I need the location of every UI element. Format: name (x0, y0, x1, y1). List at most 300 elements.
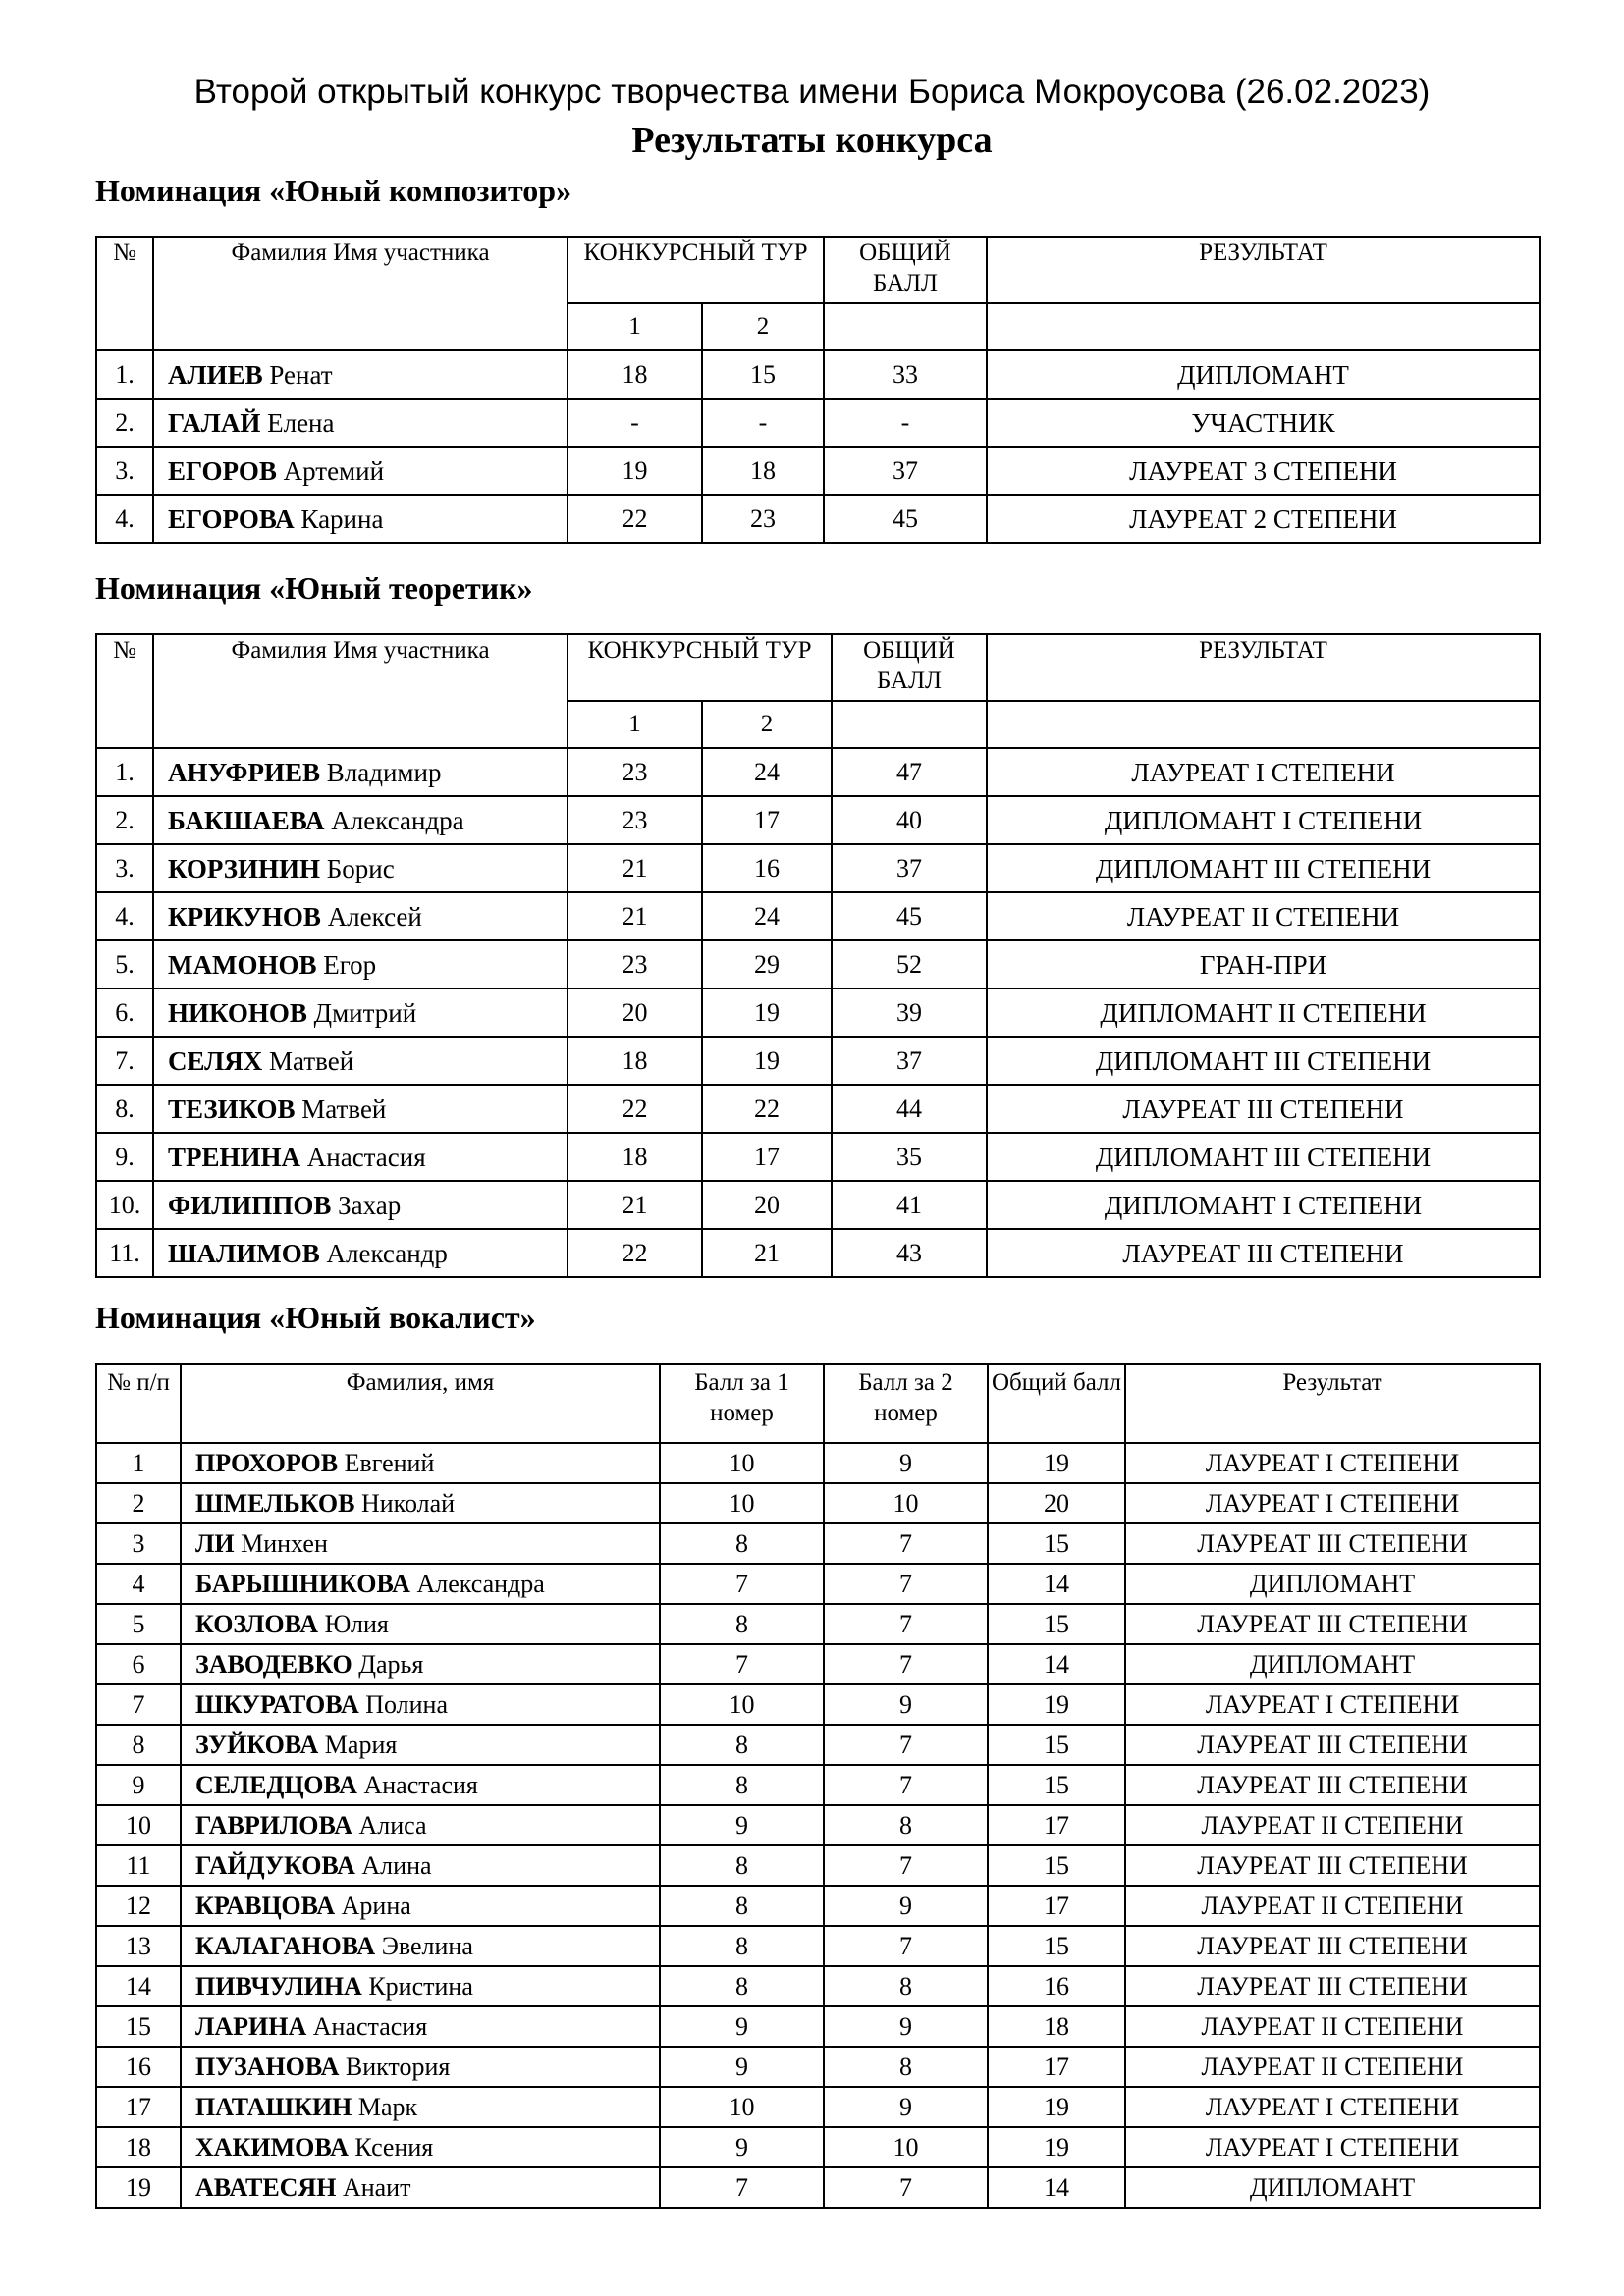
participant-first-name: Полина (365, 1689, 448, 1719)
participant-surname: ГАВРИЛОВА (195, 1810, 353, 1840)
result: ДИПЛОМАНТ III СТЕПЕНИ (987, 1133, 1540, 1181)
participant-name (181, 2087, 660, 2127)
table-row (96, 1483, 1540, 1523)
participant-name (181, 1725, 660, 1765)
score-2: 7 (824, 1926, 988, 1966)
score-1: 10 (660, 1443, 824, 1483)
table-row (96, 2127, 1540, 2167)
score-2: 21 (702, 1229, 832, 1277)
participant-first-name: Анастасия (363, 1770, 478, 1799)
header-total-empty (832, 701, 987, 748)
total-score: 16 (988, 1966, 1125, 2006)
row-number: 5. (96, 940, 153, 988)
row-number: 13 (96, 1926, 181, 1966)
participant-surname: ТРЕНИНА (168, 1142, 301, 1172)
participant-name (153, 892, 568, 940)
table-row (96, 2006, 1540, 2047)
row-number: 8. (96, 1085, 153, 1133)
participant-surname: АНУФРИЕВ (168, 757, 321, 787)
table-row (96, 1037, 1540, 1085)
participant-name (181, 2047, 660, 2087)
score-2: 7 (824, 1604, 988, 1644)
participant-surname: СЕЛЯХ (168, 1045, 263, 1076)
participant-surname: КОРЗИНИН (168, 853, 320, 883)
table-row (96, 2167, 1540, 2208)
participant-surname: СЕЛЕДЦОВА (195, 1770, 357, 1799)
score-1: 7 (660, 1564, 824, 1604)
result: ЛАУРЕАТ II СТЕПЕНИ (1125, 1886, 1540, 1926)
participant-surname: ФИЛИППОВ (168, 1190, 332, 1220)
row-number: 17 (96, 2087, 181, 2127)
participant-name (181, 1845, 660, 1886)
participant-name (153, 1037, 568, 1085)
total-score: 35 (832, 1133, 987, 1181)
row-number: 2. (96, 796, 153, 844)
participant-name (153, 940, 568, 988)
result: ЛАУРЕАТ III СТЕПЕНИ (987, 1085, 1540, 1133)
total-score: 18 (988, 2006, 1125, 2047)
participant-first-name: Захар (338, 1190, 402, 1220)
total-score: 14 (988, 2167, 1125, 2208)
composer-rows (96, 350, 1540, 543)
total-score: 19 (988, 2127, 1125, 2167)
row-number: 4 (96, 1564, 181, 1604)
row-number: 11 (96, 1845, 181, 1886)
participant-first-name: Егор (323, 949, 377, 980)
score-2: 9 (824, 1443, 988, 1483)
row-number: 7. (96, 1037, 153, 1085)
result: ЛАУРЕАТ I СТЕПЕНИ (1125, 1483, 1540, 1523)
table-row (96, 2087, 1540, 2127)
result: ГРАН-ПРИ (987, 940, 1540, 988)
score-2: 7 (824, 2167, 988, 2208)
participant-first-name: Дарья (358, 1649, 424, 1679)
participant-surname: ПУЗАНОВА (195, 2052, 340, 2081)
participant-first-name: Елена (267, 407, 335, 438)
total-score: 45 (824, 495, 987, 543)
participant-first-name: Артемий (283, 455, 385, 486)
total-score: 17 (988, 1805, 1125, 1845)
score-1: 18 (568, 1133, 702, 1181)
participant-surname: ГАЛАЙ (168, 407, 261, 438)
participant-first-name: Евгений (344, 1448, 435, 1477)
result: ЛАУРЕАТ III СТЕПЕНИ (1125, 1604, 1540, 1644)
participant-surname: ЕГОРОВ (168, 455, 277, 486)
table-row (96, 495, 1540, 543)
result: ЛАУРЕАТ III СТЕПЕНИ (1125, 1523, 1540, 1564)
participant-first-name: Матвей (269, 1045, 354, 1076)
table-row (96, 1085, 1540, 1133)
row-number: 11. (96, 1229, 153, 1277)
total-score: 52 (832, 940, 987, 988)
score-1: 8 (660, 1604, 824, 1644)
vocalist-heading: Номинация «Юный вокалист» (95, 1300, 536, 1335)
participant-name (181, 1765, 660, 1805)
participant-first-name: Кристина (368, 1971, 473, 2001)
row-number: 10. (96, 1181, 153, 1229)
score-2: 9 (824, 2087, 988, 2127)
total-score: 14 (988, 1564, 1125, 1604)
table-row (96, 350, 1540, 399)
vocalist-results-table (95, 1363, 1541, 2209)
score-1: 21 (568, 892, 702, 940)
table-row (96, 1886, 1540, 1926)
score-1: 21 (568, 1181, 702, 1229)
row-number: 4. (96, 495, 153, 543)
table-row (96, 1523, 1540, 1564)
table-row (96, 1926, 1540, 1966)
row-number: 3. (96, 844, 153, 892)
participant-name (153, 1085, 568, 1133)
table-row (96, 1443, 1540, 1483)
header-tour-1: 1 (568, 701, 702, 748)
header-result: Результат (1125, 1364, 1540, 1443)
participant-name (181, 1483, 660, 1523)
document-title: Второй открытый конкурс творчества имени Бориса Мокроусова (26.02.2023) (193, 73, 1431, 111)
score-1: 10 (660, 2087, 824, 2127)
score-2: 16 (702, 844, 832, 892)
score-1: 8 (660, 1845, 824, 1886)
score-1: 8 (660, 1966, 824, 2006)
total-score: 19 (988, 1684, 1125, 1725)
participant-first-name: Марк (357, 2092, 418, 2121)
result: ЛАУРЕАТ III СТЕПЕНИ (1125, 1845, 1540, 1886)
result: ЛАУРЕАТ III СТЕПЕНИ (1125, 1725, 1540, 1765)
table-row (96, 2047, 1540, 2087)
result: ЛАУРЕАТ 3 СТЕПЕНИ (987, 447, 1540, 495)
header-num: № п/п (96, 1364, 181, 1443)
table-row (96, 1684, 1540, 1725)
score-1: 8 (660, 1725, 824, 1765)
result: ЛАУРЕАТ I СТЕПЕНИ (1125, 2087, 1540, 2127)
score-1: 10 (660, 1684, 824, 1725)
table-row (96, 1966, 1540, 2006)
score-2: 20 (702, 1181, 832, 1229)
header-tour-2: 2 (702, 303, 824, 350)
participant-surname: ЗУЙКОВА (195, 1730, 319, 1759)
composer-heading: Номинация «Юный композитор» (95, 173, 572, 208)
row-number: 1 (96, 1443, 181, 1483)
score-2: 10 (824, 2127, 988, 2167)
score-1: - (568, 399, 702, 447)
result: ДИПЛОМАНТ (1125, 1564, 1540, 1604)
participant-surname: ЕГОРОВА (168, 504, 295, 534)
result: ЛАУРЕАТ II СТЕПЕНИ (1125, 1805, 1540, 1845)
participant-surname: ПАТАШКИН (195, 2092, 352, 2121)
row-number: 9. (96, 1133, 153, 1181)
score-2: 22 (702, 1085, 832, 1133)
header-result: РЕЗУЛЬТАТ (987, 634, 1540, 701)
composer-results-table (95, 236, 1541, 544)
participant-first-name: Мария (324, 1730, 398, 1759)
table-row (96, 892, 1540, 940)
theorist-heading: Номинация «Юный теоретик» (95, 570, 533, 606)
row-number: 19 (96, 2167, 181, 2208)
total-score: 44 (832, 1085, 987, 1133)
header-tour: КОНКУРСНЫЙ ТУР (568, 634, 832, 701)
participant-first-name: Александра (331, 805, 464, 835)
participant-name (153, 350, 568, 399)
participant-first-name: Александр (326, 1238, 448, 1268)
participant-first-name: Эвелина (381, 1931, 473, 1960)
result: ЛАУРЕАТ III СТЕПЕНИ (987, 1229, 1540, 1277)
score-1: 21 (568, 844, 702, 892)
result: ЛАУРЕАТ II СТЕПЕНИ (987, 892, 1540, 940)
total-score: 15 (988, 1765, 1125, 1805)
table-row (96, 1181, 1540, 1229)
participant-first-name: Анаит (342, 2172, 411, 2202)
total-score: 15 (988, 1845, 1125, 1886)
participant-first-name: Александра (416, 1569, 545, 1598)
total-score: 17 (988, 2047, 1125, 2087)
total-score: 15 (988, 1926, 1125, 1966)
header-name: Фамилия Имя участника (153, 237, 568, 350)
participant-first-name: Алиса (358, 1810, 427, 1840)
participant-surname: КРАВЦОВА (195, 1891, 336, 1920)
table-row (96, 1765, 1540, 1805)
participant-surname: ШАЛИМОВ (168, 1238, 320, 1268)
result: ЛАУРЕАТ II СТЕПЕНИ (1125, 2047, 1540, 2087)
vocalist-rows (96, 1443, 1540, 2208)
score-1: 7 (660, 1644, 824, 1684)
participant-first-name: Ренат (269, 359, 333, 390)
total-score: 19 (988, 1443, 1125, 1483)
score-1: 23 (568, 940, 702, 988)
total-score: 39 (832, 988, 987, 1037)
score-2: 24 (702, 748, 832, 796)
score-2: 7 (824, 1644, 988, 1684)
participant-name (181, 1926, 660, 1966)
participant-name (181, 1644, 660, 1684)
participant-first-name: Юлия (324, 1609, 389, 1638)
row-number: 14 (96, 1966, 181, 2006)
result: ЛАУРЕАТ III СТЕПЕНИ (1125, 1765, 1540, 1805)
score-2: - (702, 399, 824, 447)
score-2: 8 (824, 1805, 988, 1845)
score-2: 24 (702, 892, 832, 940)
score-1: 22 (568, 1229, 702, 1277)
table-row (96, 940, 1540, 988)
header-result: РЕЗУЛЬТАТ (987, 237, 1540, 303)
score-2: 7 (824, 1845, 988, 1886)
header-result-empty (987, 303, 1540, 350)
participant-name (181, 1523, 660, 1564)
participant-surname: КРИКУНОВ (168, 901, 321, 932)
result: ЛАУРЕАТ 2 СТЕПЕНИ (987, 495, 1540, 543)
score-1: 9 (660, 2047, 824, 2087)
result: ДИПЛОМАНТ III СТЕПЕНИ (987, 1037, 1540, 1085)
row-number: 4. (96, 892, 153, 940)
table-row (96, 1229, 1540, 1277)
participant-surname: ХАКИМОВА (195, 2132, 349, 2162)
result: ДИПЛОМАНТ II СТЕПЕНИ (987, 988, 1540, 1037)
result: ДИПЛОМАНТ (1125, 1644, 1540, 1684)
score-2: 9 (824, 1684, 988, 1725)
participant-surname: ЗАВОДЕВКО (195, 1649, 352, 1679)
row-number: 5 (96, 1604, 181, 1644)
total-score: 17 (988, 1886, 1125, 1926)
table-row (96, 1133, 1540, 1181)
participant-first-name: Анастасия (306, 1142, 426, 1172)
header-result-empty (987, 701, 1540, 748)
header-name: Фамилия Имя участника (153, 634, 568, 748)
score-2: 7 (824, 1523, 988, 1564)
header-total-empty (824, 303, 987, 350)
row-number: 12 (96, 1886, 181, 1926)
table-row (96, 1845, 1540, 1886)
score-2: 10 (824, 1483, 988, 1523)
score-2: 19 (702, 1037, 832, 1085)
header-num: № (96, 237, 153, 350)
participant-name (153, 748, 568, 796)
header-tour: КОНКУРСНЫЙ ТУР (568, 237, 824, 303)
row-number: 8 (96, 1725, 181, 1765)
participant-name (153, 399, 568, 447)
row-number: 2. (96, 399, 153, 447)
participant-surname: ЛИ (195, 1528, 235, 1558)
participant-first-name: Алексей (327, 901, 422, 932)
score-1: 23 (568, 796, 702, 844)
theorist-results-table (95, 633, 1541, 1278)
total-score: 15 (988, 1725, 1125, 1765)
score-1: 23 (568, 748, 702, 796)
participant-first-name: Минхен (241, 1528, 328, 1558)
participant-name (153, 1181, 568, 1229)
score-2: 8 (824, 1966, 988, 2006)
total-score: 41 (832, 1181, 987, 1229)
total-score: 37 (832, 1037, 987, 1085)
header-name: Фамилия, имя (181, 1364, 660, 1443)
participant-name (181, 1684, 660, 1725)
header-total: Общий балл (988, 1364, 1125, 1443)
participant-name (181, 1966, 660, 2006)
result: ДИПЛОМАНТ (1125, 2167, 1540, 2208)
header-tour-1: 1 (568, 303, 702, 350)
participant-first-name: Виктория (345, 2052, 451, 2081)
participant-name (153, 844, 568, 892)
result: ДИПЛОМАНТ (987, 350, 1540, 399)
participant-surname: КАЛАГАНОВА (195, 1931, 376, 1960)
participant-first-name: Николай (360, 1488, 456, 1518)
participant-name (181, 1564, 660, 1604)
score-1: 18 (568, 1037, 702, 1085)
total-score: 20 (988, 1483, 1125, 1523)
header-total: ОБЩИЙ БАЛЛ (832, 634, 987, 701)
score-1: 20 (568, 988, 702, 1037)
participant-first-name: Ксения (354, 2132, 434, 2162)
participant-name (181, 2127, 660, 2167)
result: УЧАСТНИК (987, 399, 1540, 447)
score-1: 8 (660, 1886, 824, 1926)
score-2: 18 (702, 447, 824, 495)
row-number: 9 (96, 1765, 181, 1805)
table-row (96, 1805, 1540, 1845)
result: ЛАУРЕАТ I СТЕПЕНИ (1125, 2127, 1540, 2167)
participant-first-name: Матвей (301, 1094, 387, 1124)
total-score: 45 (832, 892, 987, 940)
score-1: 8 (660, 1926, 824, 1966)
total-score: 19 (988, 2087, 1125, 2127)
participant-name (153, 1229, 568, 1277)
header-num: № (96, 634, 153, 748)
participant-first-name: Дмитрий (313, 997, 417, 1028)
participant-surname: ШКУРАТОВА (195, 1689, 359, 1719)
header-total: ОБЩИЙ БАЛЛ (824, 237, 987, 303)
total-score: 37 (832, 844, 987, 892)
header-tour-2: 2 (702, 701, 832, 748)
table-row (96, 1564, 1540, 1604)
row-number: 16 (96, 2047, 181, 2087)
total-score: 43 (832, 1229, 987, 1277)
total-score: 47 (832, 748, 987, 796)
participant-surname: ГАЙДУКОВА (195, 1850, 355, 1880)
participant-name (153, 988, 568, 1037)
participant-surname: МАМОНОВ (168, 949, 317, 980)
table-row (96, 988, 1540, 1037)
participant-surname: ПИВЧУЛИНА (195, 1971, 362, 2001)
result: ЛАУРЕАТ I СТЕПЕНИ (1125, 1443, 1540, 1483)
participant-first-name: Борис (326, 853, 395, 883)
row-number: 2 (96, 1483, 181, 1523)
table-row (96, 748, 1540, 796)
score-1: 8 (660, 1765, 824, 1805)
table-row (96, 1644, 1540, 1684)
participant-surname: АВАТЕСЯН (195, 2172, 337, 2202)
total-score: 14 (988, 1644, 1125, 1684)
participant-first-name: Карина (300, 504, 384, 534)
participant-surname: АЛИЕВ (168, 359, 263, 390)
participant-first-name: Анастасия (312, 2011, 428, 2041)
participant-surname: БАКШАЕВА (168, 805, 325, 835)
header-score-2: Балл за 2 номер (824, 1364, 988, 1443)
row-number: 6 (96, 1644, 181, 1684)
result: ДИПЛОМАНТ III СТЕПЕНИ (987, 844, 1540, 892)
participant-name (181, 2006, 660, 2047)
table-row (96, 1604, 1540, 1644)
theorist-rows (96, 748, 1540, 1277)
score-1: 22 (568, 495, 702, 543)
row-number: 1. (96, 748, 153, 796)
score-1: 22 (568, 1085, 702, 1133)
result: ЛАУРЕАТ III СТЕПЕНИ (1125, 1926, 1540, 1966)
participant-surname: КОЗЛОВА (195, 1609, 319, 1638)
row-number: 6. (96, 988, 153, 1037)
participant-first-name: Арина (341, 1891, 411, 1920)
total-score: 15 (988, 1604, 1125, 1644)
score-1: 9 (660, 1805, 824, 1845)
participant-name (181, 1886, 660, 1926)
score-2: 8 (824, 2047, 988, 2087)
table-row (96, 844, 1540, 892)
score-2: 7 (824, 1564, 988, 1604)
score-1: 9 (660, 2006, 824, 2047)
score-1: 10 (660, 1483, 824, 1523)
score-2: 7 (824, 1725, 988, 1765)
score-2: 15 (702, 350, 824, 399)
participant-name (181, 1604, 660, 1644)
participant-name (153, 1133, 568, 1181)
participant-name (181, 1805, 660, 1845)
result: ЛАУРЕАТ III СТЕПЕНИ (1125, 1966, 1540, 2006)
score-1: 7 (660, 2167, 824, 2208)
participant-surname: БАРЫШНИКОВА (195, 1569, 410, 1598)
participant-first-name: Владимир (326, 757, 442, 787)
total-score: 15 (988, 1523, 1125, 1564)
participant-name (153, 796, 568, 844)
score-2: 29 (702, 940, 832, 988)
result: ЛАУРЕАТ I СТЕПЕНИ (1125, 1684, 1540, 1725)
table-row (96, 796, 1540, 844)
